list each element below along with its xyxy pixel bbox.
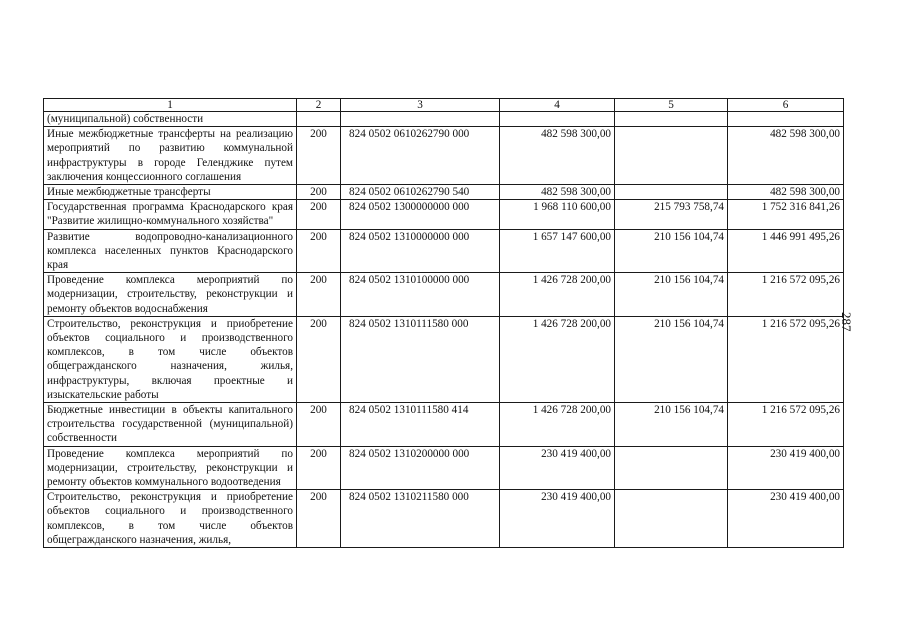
row-code-cell: 824 0502 1310111580 000 — [341, 316, 500, 402]
row-column2-cell: 200 — [297, 127, 341, 185]
row-column2-cell — [297, 112, 341, 127]
row-amount-col4-cell: 230 419 400,00 — [500, 446, 615, 490]
row-amount-col5-cell: 210 156 104,74 — [615, 403, 728, 447]
row-amount-col5-cell: 210 156 104,74 — [615, 273, 728, 317]
row-amount-col5-cell — [615, 127, 728, 185]
row-code-cell: 824 0502 1310000000 000 — [341, 229, 500, 273]
page-number: 287 — [839, 312, 854, 332]
row-column2-cell: 200 — [297, 446, 341, 490]
column-number-2: 2 — [297, 99, 341, 112]
table-row — [44, 273, 844, 317]
row-amount-col6-cell: 1 446 991 495,26 — [728, 229, 844, 273]
row-amount-col6-cell: 1 216 572 095,26 — [728, 316, 844, 402]
row-column2-cell: 200 — [297, 229, 341, 273]
row-code-cell: 824 0502 0610262790 000 — [341, 127, 500, 185]
column-number-3: 3 — [341, 99, 500, 112]
row-amount-col6-cell: 482 598 300,00 — [728, 185, 844, 200]
column-number-1: 1 — [44, 99, 297, 112]
row-amount-col5-cell — [615, 490, 728, 548]
column-number-5: 5 — [615, 99, 728, 112]
row-amount-col6-cell: 1 752 316 841,26 — [728, 200, 844, 229]
table-body — [44, 99, 844, 548]
row-amount-col4-cell: 1 968 110 600,00 — [500, 200, 615, 229]
row-name-cell: (муниципальной) собственности — [44, 112, 297, 127]
table-row — [44, 200, 844, 229]
row-amount-col5-cell — [615, 112, 728, 127]
row-code-cell: 824 0502 0610262790 540 — [341, 185, 500, 200]
row-amount-col5-cell — [615, 446, 728, 490]
row-name-cell: Проведение комплекса мероприятий по модернизации, строительству, реконструкции и ремонту объектов водоснабжения — [44, 273, 297, 317]
row-amount-col4-cell: 230 419 400,00 — [500, 490, 615, 548]
row-column2-cell: 200 — [297, 316, 341, 402]
row-code-cell: 824 0502 1310100000 000 — [341, 273, 500, 317]
row-amount-col5-cell — [615, 185, 728, 200]
row-column2-cell: 200 — [297, 403, 341, 447]
row-amount-col6-cell — [728, 112, 844, 127]
row-amount-col6-cell: 1 216 572 095,26 — [728, 403, 844, 447]
table-row — [44, 229, 844, 273]
table-row — [44, 490, 844, 548]
row-column2-cell: 200 — [297, 273, 341, 317]
row-name-cell: Строительство, реконструкция и приобретение объектов социального и производственного комплексов, в том числе объектов общегражданского назначения, жилья, инфраструктуры, включая проектные и изыскательские работы — [44, 316, 297, 402]
row-amount-col4-cell: 482 598 300,00 — [500, 127, 615, 185]
table-row — [44, 127, 844, 185]
table-row — [44, 446, 844, 490]
row-code-cell: 824 0502 1310211580 000 — [341, 490, 500, 548]
row-name-cell: Бюджетные инвестиции в объекты капитального строительства государственной (муниципальной) собственности — [44, 403, 297, 447]
row-amount-col6-cell: 482 598 300,00 — [728, 127, 844, 185]
row-name-cell: Иные межбюджетные трансферты на реализацию мероприятий по развитию коммунальной инфраструктуры в городе Геленджике путем заключения концессионного соглашения — [44, 127, 297, 185]
row-amount-col4-cell: 1 426 728 200,00 — [500, 273, 615, 317]
row-amount-col4-cell — [500, 112, 615, 127]
table-row — [44, 185, 844, 200]
column-number-row — [44, 99, 844, 112]
table-row — [44, 403, 844, 447]
table-row — [44, 112, 844, 127]
row-amount-col4-cell: 1 657 147 600,00 — [500, 229, 615, 273]
row-amount-col6-cell: 1 216 572 095,26 — [728, 273, 844, 317]
row-amount-col5-cell: 215 793 758,74 — [615, 200, 728, 229]
row-column2-cell: 200 — [297, 185, 341, 200]
row-amount-col5-cell: 210 156 104,74 — [615, 229, 728, 273]
row-code-cell: 824 0502 1300000000 000 — [341, 200, 500, 229]
row-column2-cell: 200 — [297, 490, 341, 548]
row-amount-col5-cell: 210 156 104,74 — [615, 316, 728, 402]
column-number-4: 4 — [500, 99, 615, 112]
row-name-cell: Иные межбюджетные трансферты — [44, 185, 297, 200]
budget-table — [43, 98, 844, 548]
row-column2-cell: 200 — [297, 200, 341, 229]
row-amount-col4-cell: 482 598 300,00 — [500, 185, 615, 200]
row-amount-col4-cell: 1 426 728 200,00 — [500, 316, 615, 402]
table-row — [44, 316, 844, 402]
row-code-cell: 824 0502 1310111580 414 — [341, 403, 500, 447]
row-name-cell: Развитие водопроводно-канализационного комплекса населенных пунктов Краснодарского края — [44, 229, 297, 273]
row-code-cell — [341, 112, 500, 127]
row-amount-col4-cell: 1 426 728 200,00 — [500, 403, 615, 447]
row-name-cell: Государственная программа Краснодарского края "Развитие жилищно-коммунального хозяйства" — [44, 200, 297, 229]
row-name-cell: Проведение комплекса мероприятий по модернизации, строительству, реконструкции и ремонту объектов коммунального водоотведения — [44, 446, 297, 490]
column-number-6: 6 — [728, 99, 844, 112]
row-amount-col6-cell: 230 419 400,00 — [728, 446, 844, 490]
row-name-cell: Строительство, реконструкция и приобретение объектов социального и производственного комплексов, в том числе объектов общегражданского назначения, жилья, — [44, 490, 297, 548]
row-amount-col6-cell: 230 419 400,00 — [728, 490, 844, 548]
row-code-cell: 824 0502 1310200000 000 — [341, 446, 500, 490]
